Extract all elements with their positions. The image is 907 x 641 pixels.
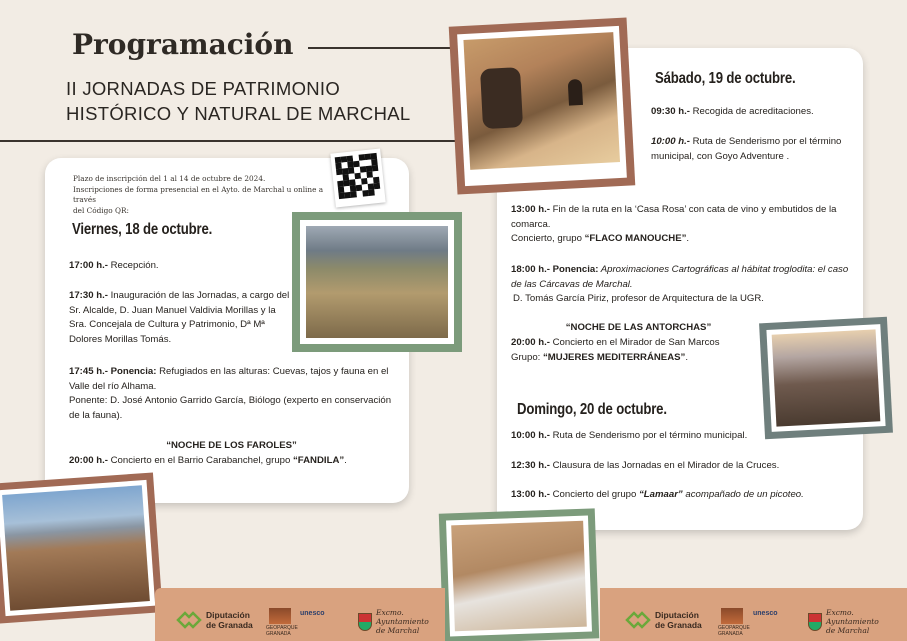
night-title-text: “NOCHE DE LAS ANTORCHAS” (565, 322, 712, 333)
diputacion-logo-2 (625, 610, 703, 630)
event-speaker: D. Tomás García Piriz, profesor de Arquitectura de la UGR. (513, 293, 764, 304)
footer-logos (0, 588, 907, 641)
unesco-logo-2 (753, 610, 778, 617)
ayuntamiento-logo-2 (808, 608, 886, 635)
friday-event-4 (69, 454, 394, 469)
sunday-event-2 (511, 459, 841, 474)
event-concert: Concierto, grupo (511, 233, 585, 244)
event-text: Ruta de Senderismo por el término municipal, con Goyo Adventure . (651, 136, 842, 162)
geoparque-logo-2 (718, 608, 750, 637)
diputacion-icon (176, 611, 202, 629)
registration-line-1: Plazo de inscripción del 1 al 14 de octubre de 2024. (73, 174, 266, 183)
event-group: “FLACO MANOUCHE” (584, 233, 687, 244)
unesco-label: unesco (753, 610, 778, 617)
qr-code[interactable] (330, 149, 385, 208)
cave-dwelling-photo (449, 17, 636, 194)
event-text: Recogida de acreditaciones. (689, 106, 814, 117)
registration-line-3: del Código QR: (73, 205, 129, 215)
sunset-cliffs-photo (759, 317, 893, 440)
event-speaker: Ponente: D. José Antonio Garrido García, Biólogo (experto en conservación de la fauna). (69, 395, 392, 421)
event-time: 20:00 h.- (511, 337, 550, 348)
event-text: Concierto en el Mirador de San Marcos (549, 337, 720, 348)
event-time: 09:30 h.- (651, 106, 690, 117)
event-text: Inauguración de las Jornadas, a cargo del Sr. Alcalde, D. Juan Manuel Valdivia Morillas y la Sra. Concejala de Cultura y Patrimonio, Dª Mª Dolores Morillas Tomás. (69, 290, 290, 345)
cave-rock-image (463, 32, 620, 170)
valley-image (306, 226, 448, 338)
coat-of-arms-icon (358, 613, 372, 631)
diputacion-icon (625, 611, 651, 629)
geoparque-logo (266, 608, 298, 637)
saturday-night-title (511, 321, 766, 336)
friday-heading: Viernes, 18 de octubre. (72, 221, 213, 238)
event-text: Concierto en el Barrio Carabanchel, grupo (107, 455, 293, 466)
event-text: Recepción. (107, 260, 159, 271)
night-title-text: “NOCHE DE LOS FAROLES” (166, 440, 297, 451)
event-time: 17:45 h.- Ponencia: (69, 366, 157, 377)
event-group-label: Grupo: (511, 351, 543, 363)
event-time: 17:30 h.- (69, 290, 108, 301)
friday-event-1 (69, 259, 289, 274)
ayuntamiento-label: Excmo. Ayuntamiento de Marchal (376, 608, 429, 635)
friday-night-title (69, 439, 394, 454)
geoparque-label: GEOPARQUE GRANADA (718, 625, 750, 637)
event-text: Refugiados en las alturas: Cuevas, tajos y fauna en el Valle del río Alhama. (69, 366, 389, 392)
event-group: “Lamaar” (639, 489, 683, 500)
event-group: “MUJERES MEDITERRÁNEAS” (543, 351, 686, 363)
unesco-label: unesco (300, 610, 325, 617)
event-time: 10:00 h.- (511, 430, 550, 441)
ayuntamiento-label: Excmo. Ayuntamiento de Marchal (826, 608, 879, 635)
event-time: 13:00 h.- (511, 204, 550, 215)
ayuntamiento-logo (358, 608, 434, 635)
subtitle-rule (0, 140, 475, 142)
event-time: 13:00 h.- (511, 489, 550, 500)
page-title: Programación (72, 28, 294, 61)
saturday-event-2 (651, 135, 861, 164)
subtitle-line-1: II JORNADAS DE PATRIMONIO (66, 78, 341, 99)
registration-line-2: Inscripciones de forma presencial en el Ayto. de Marchal u online a través (73, 184, 324, 204)
event-end: . (344, 455, 347, 466)
event-text: Concierto del grupo (549, 489, 639, 500)
event-text: Fin de la ruta en la ‘Casa Rosa’ con cata de vino y embutidos de la comarca. (511, 204, 837, 230)
subtitle (66, 76, 410, 126)
sunday-event-3 (511, 488, 851, 503)
unesco-logo (300, 610, 325, 617)
saturday-event-1 (651, 105, 856, 120)
registration-note (73, 174, 343, 216)
diputacion-label: Diputación de Granada (655, 610, 702, 630)
diputacion-label: Diputación de Granada (206, 610, 253, 630)
diputacion-logo (176, 610, 254, 630)
title-rule (308, 47, 458, 49)
cliffs-image (772, 329, 881, 426)
event-end: . (685, 351, 688, 363)
event-time: 18:00 h.- Ponencia: (511, 264, 599, 275)
event-time: 12:30 h.- (511, 460, 550, 471)
saturday-event-5 (511, 336, 761, 365)
saturday-heading: Sábado, 19 de octubre. (655, 70, 796, 87)
friday-event-2 (69, 289, 294, 347)
qr-code-icon (335, 153, 381, 199)
sunday-heading: Domingo, 20 de octubre. (517, 401, 667, 418)
geoparque-icon (269, 608, 291, 624)
event-text: Ruta de Senderismo por el término municipal. (549, 430, 748, 441)
event-group: “FANDILA” (293, 455, 345, 466)
event-text: Clausura de las Jornadas en el Mirador de la Cruces. (549, 460, 780, 471)
friday-event-3 (69, 365, 394, 423)
event-time: 20:00 h.- (69, 455, 108, 466)
geoparque-icon (721, 608, 743, 624)
event-end: acompañado de un picoteo. (682, 489, 804, 500)
event-text: Aproximaciones Cartográficas al hábitat troglodita: el caso de las Cárcavas de Marchal. (511, 264, 849, 290)
valley-village-photo (292, 212, 462, 352)
event-end: . (686, 233, 690, 244)
saturday-event-4 (511, 263, 856, 307)
geoparque-label: GEOPARQUE GRANADA (266, 625, 298, 637)
coat-of-arms-icon (808, 613, 822, 631)
saturday-event-3 (511, 203, 856, 247)
subtitle-line-2: HISTÓRICO Y NATURAL DE MARCHAL (66, 103, 411, 124)
event-time: 17:00 h.- (69, 260, 108, 271)
event-time: 10:00 h.- (651, 136, 690, 147)
